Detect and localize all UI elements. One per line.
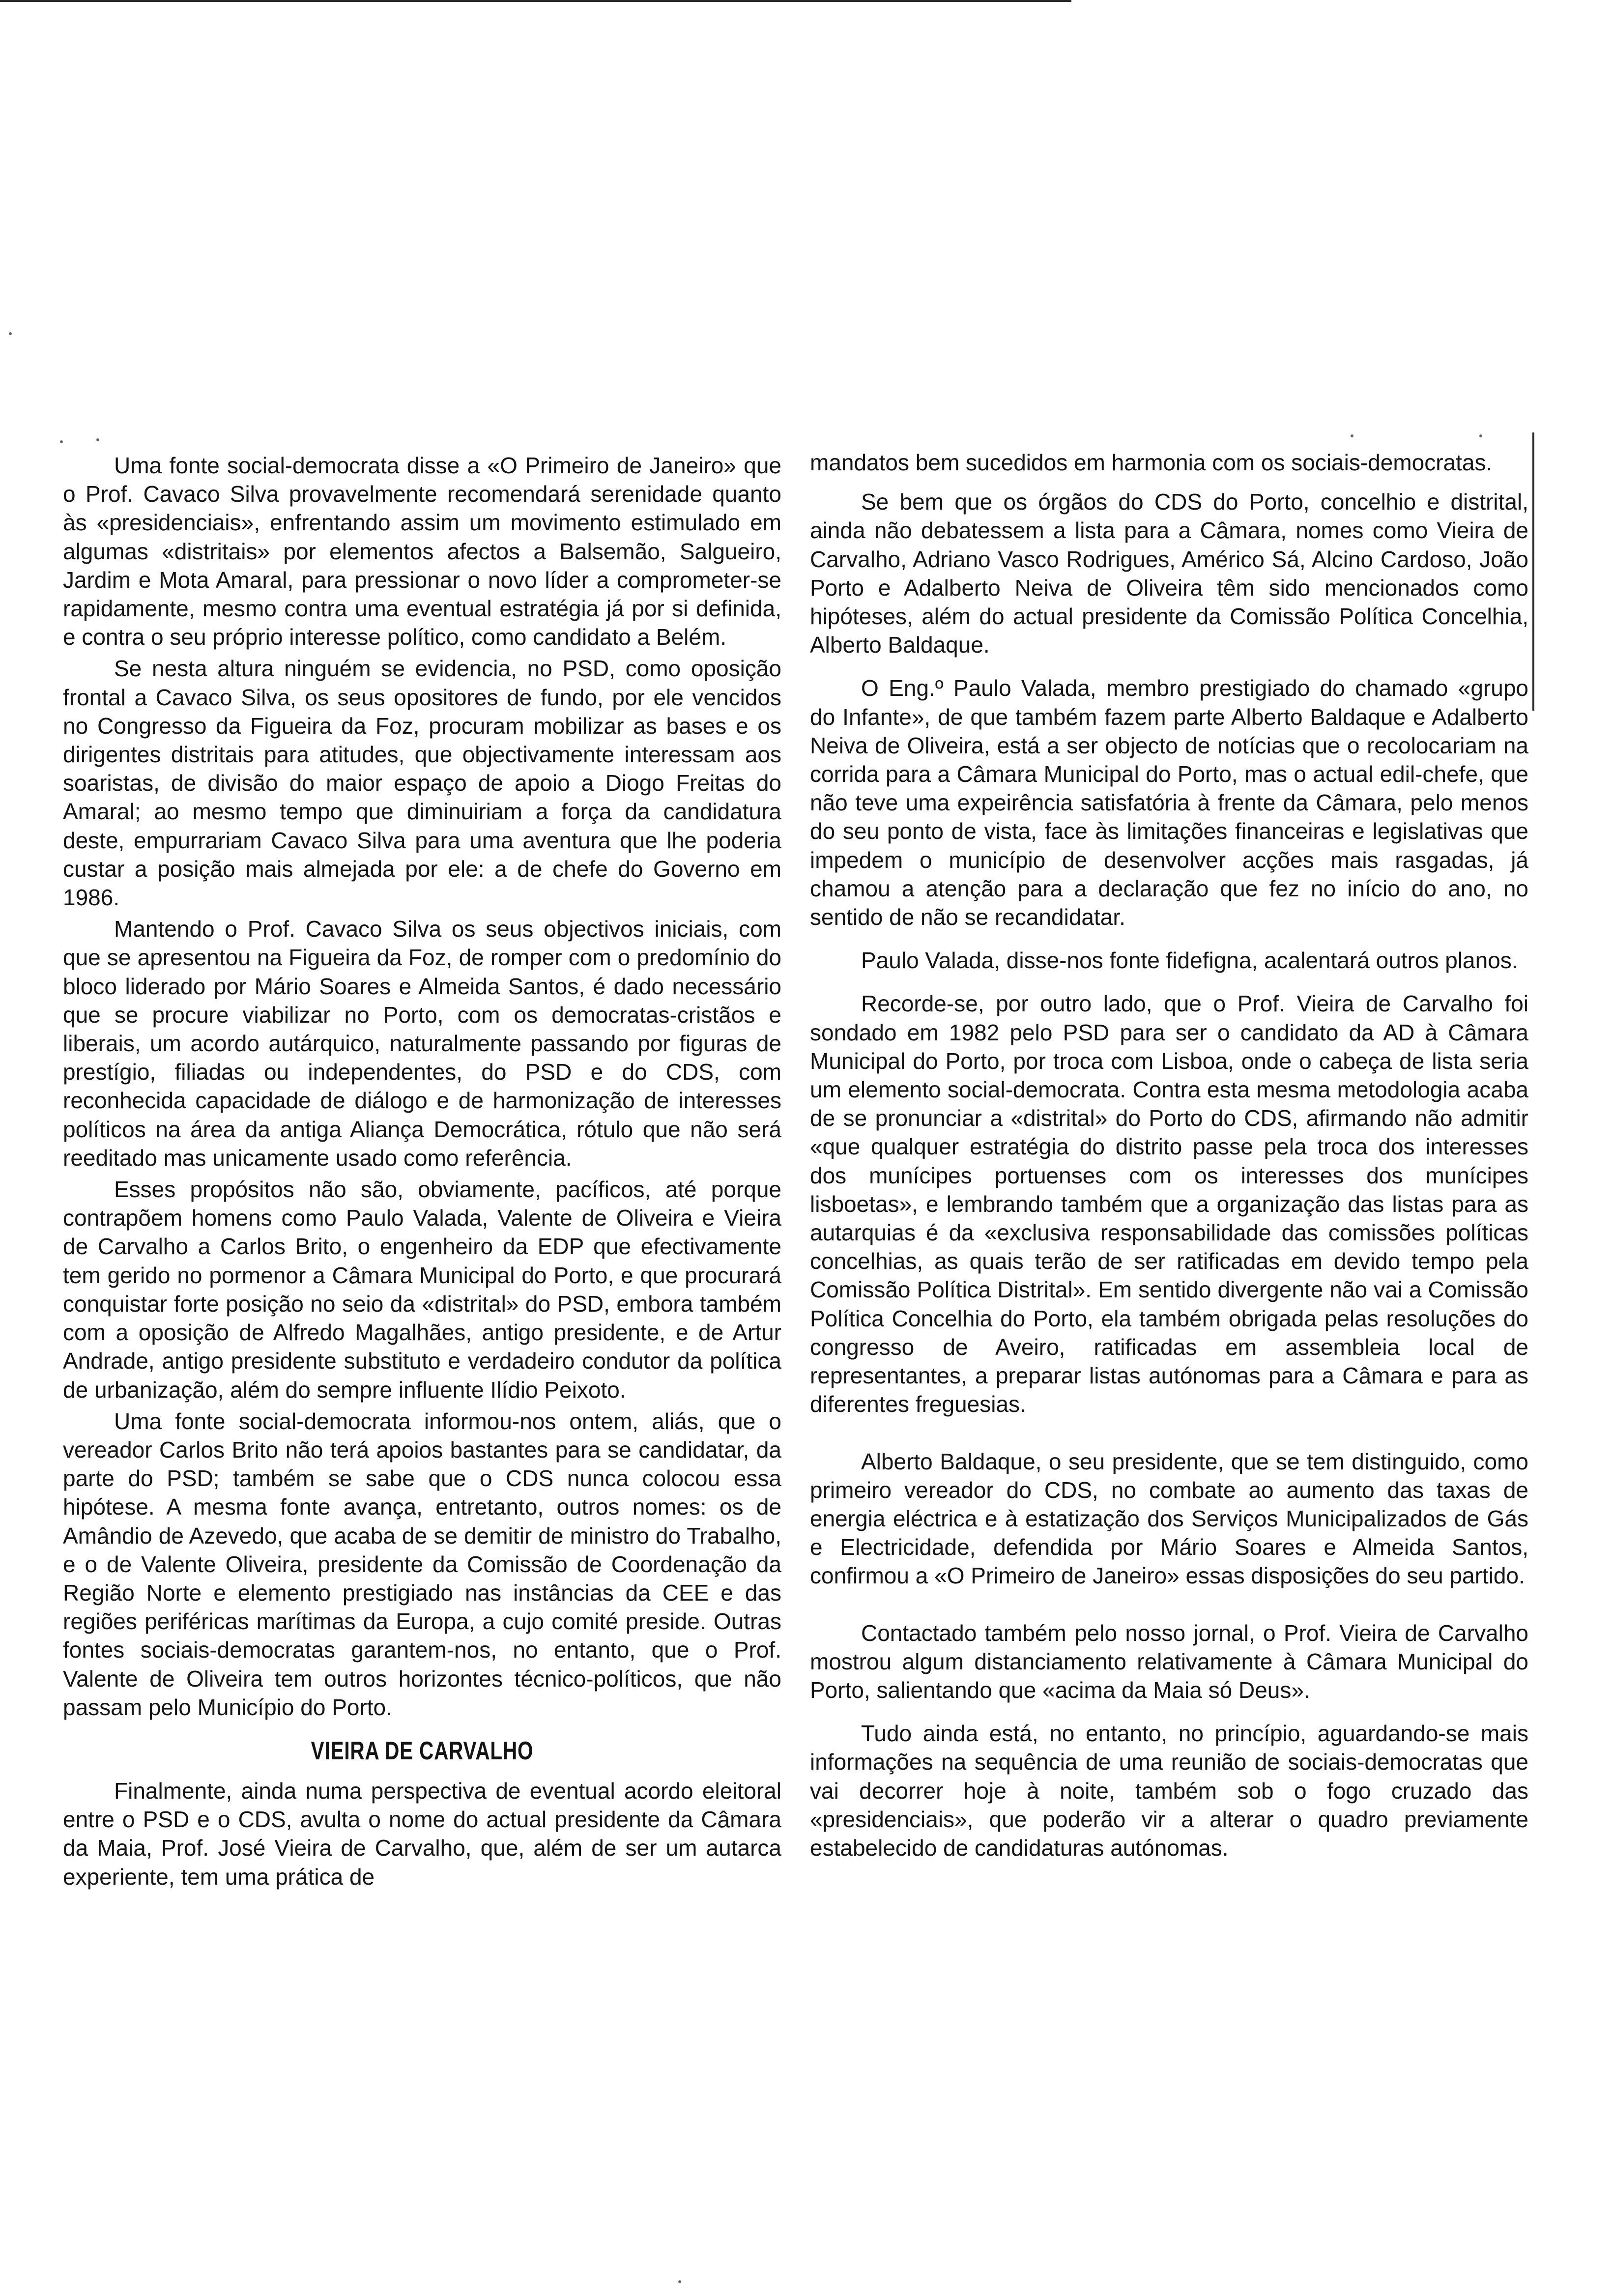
section-subheading: VIEIRA DE CARVALHO xyxy=(311,1736,534,1765)
paragraph: Tudo ainda está, no entanto, no princípio, aguardando-se mais informações na sequência de uma reunião de sociais-democratas que vai decorrer hoje à noite, também sob o fogo cruzado das «presidenciais», que poderão vir a alterar o quadro previamente estabelecido de candidaturas autónomas. xyxy=(810,1721,1528,1861)
scan-speck xyxy=(678,2280,681,2283)
paragraph: Uma fonte social-democrata disse a «O Primeiro de Janeiro» que o Prof. Cavaco Silva provavelmente recomendará serenidade quanto às «presidenciais», enfrentando assim um movimento estimulado em algumas «distritais» por elementos afectos a Balsemão, Salgueiro, Jardim e Mota Amaral, para pressionar o novo líder a comprometer-se rapidamente, mesmo contra uma eventual estratégia já por si definida, e contra o seu próprio interesse político, como candidato a Belém. xyxy=(63,453,781,650)
scan-speck xyxy=(96,438,99,441)
paragraph: Uma fonte social-democrata informou-nos ontem, aliás, que o vereador Carlos Brito não terá apoios bastantes para se candidatar, da parte do PSD; também se sabe que o CDS nunca colocou essa hipótese. A mesma fonte avança, entretanto, outros nomes: os de Amândio de Azevedo, que acaba de se demitir de ministro do Trabalho, e o de Valente Oliveira, presidente da Comissão de Coordenação da Região Norte e elemento prestigiado nas instâncias da CEE e das regiões periféricas marítimas da Europa, a cujo comité preside. Outras fontes sociais-democratas garantem-nos, no entanto, que o Prof. Valente de Oliveira tem outros horizontes técnico-políticos, que não passam pelo Município do Porto. xyxy=(63,1408,781,1720)
column-edge-rule xyxy=(1532,432,1534,711)
paragraph: Alberto Baldaque, o seu presidente, que se tem distinguido, como primeiro vereador do CDS, no combate ao aumento das taxas de energia eléctrica e à estatização dos Serviços Municipalizados de Gás e Electricidade, defendida por Mário Soares e Almeida Santos, confirmou a «O Primeiro de Janeiro» essas disposições do seu partido. xyxy=(810,1448,1528,1589)
right-column xyxy=(810,448,1528,1865)
paragraph-continuation: mandatos bem sucedidos em harmonia com os sociais-democratas. xyxy=(810,450,1493,475)
paragraph: O Eng.º Paulo Valada, membro prestigiado do chamado «grupo do Infante», de que também fazem parte Alberto Baldaque e Adalberto Neiva de Oliveira, está a ser objecto de notícias que o recolocariam na corrida para a Câmara Municipal do Porto, mas o actual edil-chefe, que não teve uma expeirência satisfatória à frente da Câmara, pelo menos do seu ponto de vista, face às limitações financeiras e legislativas que impedem o município de desenvolver acções mais rasgadas, já chamou a atenção para a declaração que fez no início do ano, no sentido de não se recandidatar. xyxy=(810,675,1528,930)
paragraph: Se nesta altura ninguém se evidencia, no PSD, como oposição frontal a Cavaco Silva, os seus opositores de fundo, por ele vencidos no Congresso da Figueira da Foz, procuram mobilizar as bases e os dirigentes distritais para atitudes, que objectivamente interessam aos soaristas, de divisão do maior espaço de apoio a Diogo Freitas do Amaral; ao mesmo tempo que diminuiriam a força da candidatura deste, empurrariam Cavaco Silva para uma aventura que lhe poderia custar a posição mais almejada por ele: a de chefe do Governo em 1986. xyxy=(63,656,781,911)
scan-speck xyxy=(9,332,12,335)
paragraph: Paulo Valada, disse-nos fonte fidefigna, acalentará outros planos. xyxy=(861,947,1518,974)
scan-speck xyxy=(1351,434,1353,437)
paragraph: Se bem que os órgãos do CDS do Porto, concelhio e distrital, ainda não debatessem a lista para a Câmara, nomes como Vieira de Carvalho, Adriano Vasco Rodrigues, Américo Sá, Alcino Cardoso, João Porto e Adalberto Neiva de Oliveira têm sido mencionados como hipóteses, além do actual presidente da Comissão Política Concelhia, Alberto Baldaque. xyxy=(810,489,1528,658)
page-top-rule xyxy=(0,0,1071,2)
paragraph: Recorde-se, por outro lado, que o Prof. Vieira de Carvalho foi sondado em 1982 pelo PSD para ser o candidato da AD à Câmara Municipal do Porto, por troca com Lisboa, onde o cabeça de lista seria um elemento social-democrata. Contra esta mesma metodologia acaba de se pronunciar a «distrital» do Porto do CDS, afirmando não admitir «que qualquer estratégia do distrito passe pela troca dos interesses dos munícipes portuenses com os interesses dos munícipes lisboetas», e lembrando também que a organização das listas para as autarquias é da «exclusiva responsabilidade das comissões políticas concelhias, as quais terão de ser ratificadas em devido tempo pela Comissão Política Distrital». Em sentido divergente não vai a Comissão Política Concelhia do Porto, ela também obrigada pelas resoluções do congresso de Aveiro, ratificadas em assembleia local de representantes, a preparar listas autónomas para a Câmara e para as diferentes freguesias. xyxy=(810,991,1528,1417)
paragraph: Contactado também pelo nosso jornal, o Prof. Vieira de Carvalho mostrou algum distanciamento relativamente à Câmara Municipal do Porto, salientando que «acima da Maia só Deus». xyxy=(810,1620,1528,1703)
scan-speck xyxy=(60,440,63,443)
paragraph: Esses propósitos não são, obviamente, pacíficos, até porque contrapõem homens como Paulo Valada, Valente de Oliveira e Vieira de Carvalho a Carlos Brito, o engenheiro da EDP que efectivamente tem gerido no pormenor a Câmara Municipal do Porto, e que procurará conquistar forte posição no seio da «distrital» do PSD, embora também com a oposição de Alfredo Magalhães, antigo presidente, e de Artur Andrade, antigo presidente substituto e verdadeiro condutor da política de urbanização, além do sempre influente Ilídio Peixoto. xyxy=(63,1177,781,1403)
left-column xyxy=(63,451,781,1894)
scan-speck xyxy=(1479,434,1482,437)
paragraph: Mantendo o Prof. Cavaco Silva os seus objectivos iniciais, com que se apresentou na Figueira da Foz, de romper com o predomínio do bloco liderado por Mário Soares e Almeida Santos, é dado necessário que se procure viabilizar no Porto, com os democratas-cristãos e liberais, um acordo autárquico, naturalmente passando por figuras de prestígio, filiadas ou independentes, do PSD e do CDS, com reconhecida capacidade de diálogo e de harmonização de interesses políticos na área da antiga Aliança Democrática, rótulo que não será reeditado mas unicamente usado como referência. xyxy=(63,916,781,1171)
paragraph: Finalmente, ainda numa perspectiva de eventual acordo eleitoral entre o PSD e o CDS, avulta o nome do actual presidente da Câmara da Maia, Prof. José Vieira de Carvalho, que, além de ser um autarca experiente, tem uma prática de xyxy=(63,1778,781,1890)
